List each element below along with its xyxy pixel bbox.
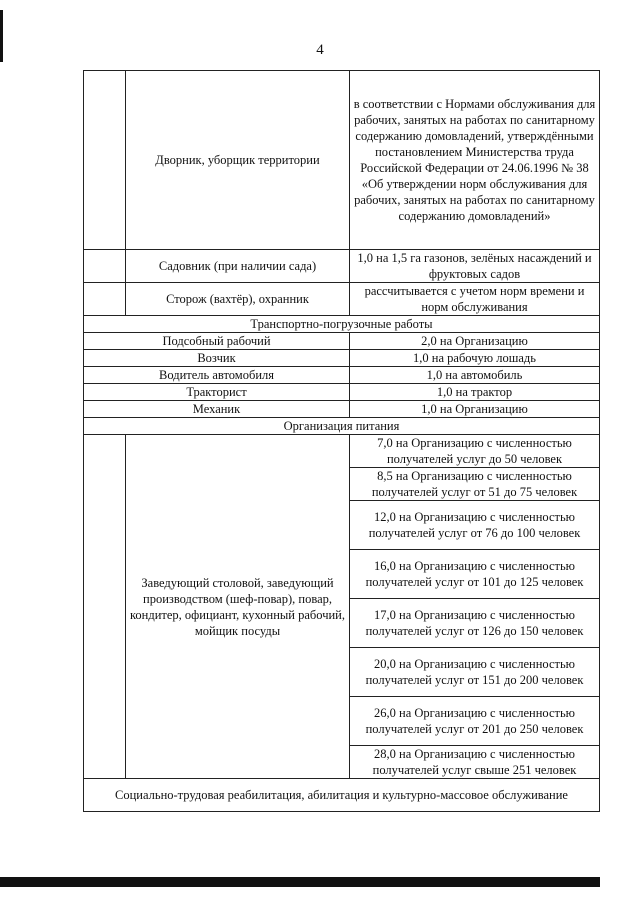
section-row (84, 779, 600, 812)
norm-cell: 1,0 на Организацию (350, 401, 600, 418)
position-cell: Сторож (вахтёр), охранник (126, 283, 350, 316)
norm-cell: 16,0 на Организацию с численностью получателей услуг от 101 до 125 человек (350, 550, 600, 599)
norm-cell: рассчитывается с учетом норм времени и норм обслуживания (350, 283, 600, 316)
page-number: 4 (316, 42, 324, 58)
number-cell (84, 71, 126, 250)
table-row (84, 283, 600, 316)
section-title-transport: Транспортно-погрузочные работы (84, 316, 600, 333)
norm-cell: 1,0 на трактор (350, 384, 600, 401)
position-cell: Подсобный рабочий (84, 333, 350, 350)
table-row (84, 350, 600, 367)
section-row (84, 418, 600, 435)
table-row (84, 384, 600, 401)
norm-cell: 1,0 на 1,5 га газонов, зелёных насаждений и фруктовых садов (350, 250, 600, 283)
norm-cell: 20,0 на Организацию с численностью получателей услуг от 151 до 200 человек (350, 648, 600, 697)
number-cell (84, 283, 126, 316)
norm-cell: 1,0 на рабочую лошадь (350, 350, 600, 367)
number-cell (84, 250, 126, 283)
norm-cell: 1,0 на автомобиль (350, 367, 600, 384)
position-cell: Садовник (при наличии сада) (126, 250, 350, 283)
norm-cell: в соответствии с Нормами обслуживания для рабочих, занятых на работах по санитарному содержанию домовладений, утверждёнными постановлением Министерства труда Российской Федерации от 24.06.1996 № 38 «Об утверждении норм обслуживания для рабочих, занятых на работах по санитарному содержанию домовладений» (350, 71, 600, 250)
section-title-food: Организация питания (84, 418, 600, 435)
norm-cell: 8,5 на Организацию с численностью получателей услуг от 51 до 75 человек (350, 468, 600, 501)
position-cell: Водитель автомобиля (84, 367, 350, 384)
norm-cell: 28,0 на Организацию с численностью получателей услуг свыше 251 человек (350, 746, 600, 779)
table-row (84, 250, 600, 283)
table-row (84, 333, 600, 350)
position-cell: Дворник, уборщик территории (126, 71, 350, 250)
norm-cell: 12,0 на Организацию с численностью получателей услуг от 76 до 100 человек (350, 501, 600, 550)
norm-cell: 7,0 на Организацию с численностью получателей услуг до 50 человек (350, 435, 600, 468)
norm-cell: 17,0 на Организацию с численностью получателей услуг от 126 до 150 человек (350, 599, 600, 648)
position-cell: Возчик (84, 350, 350, 367)
section-row (84, 316, 600, 333)
number-cell (84, 435, 126, 779)
scan-edge-bar (0, 877, 600, 887)
norm-cell: 26,0 на Организацию с численностью получателей услуг от 201 до 250 человек (350, 697, 600, 746)
position-cell: Тракторист (84, 384, 350, 401)
table-row (84, 435, 600, 468)
position-cell: Механик (84, 401, 350, 418)
staff-norms-table (83, 70, 600, 812)
norm-cell: 2,0 на Организацию (350, 333, 600, 350)
position-cell: Заведующий столовой, заведующий производством (шеф-повар), повар, кондитер, официант, кухонный рабочий, мойщик посуды (126, 435, 350, 779)
section-title-rehab: Социально-трудовая реабилитация, абилитация и культурно-массовое обслуживание (84, 779, 600, 812)
table-row (84, 71, 600, 250)
table-row (84, 367, 600, 384)
table-row (84, 401, 600, 418)
